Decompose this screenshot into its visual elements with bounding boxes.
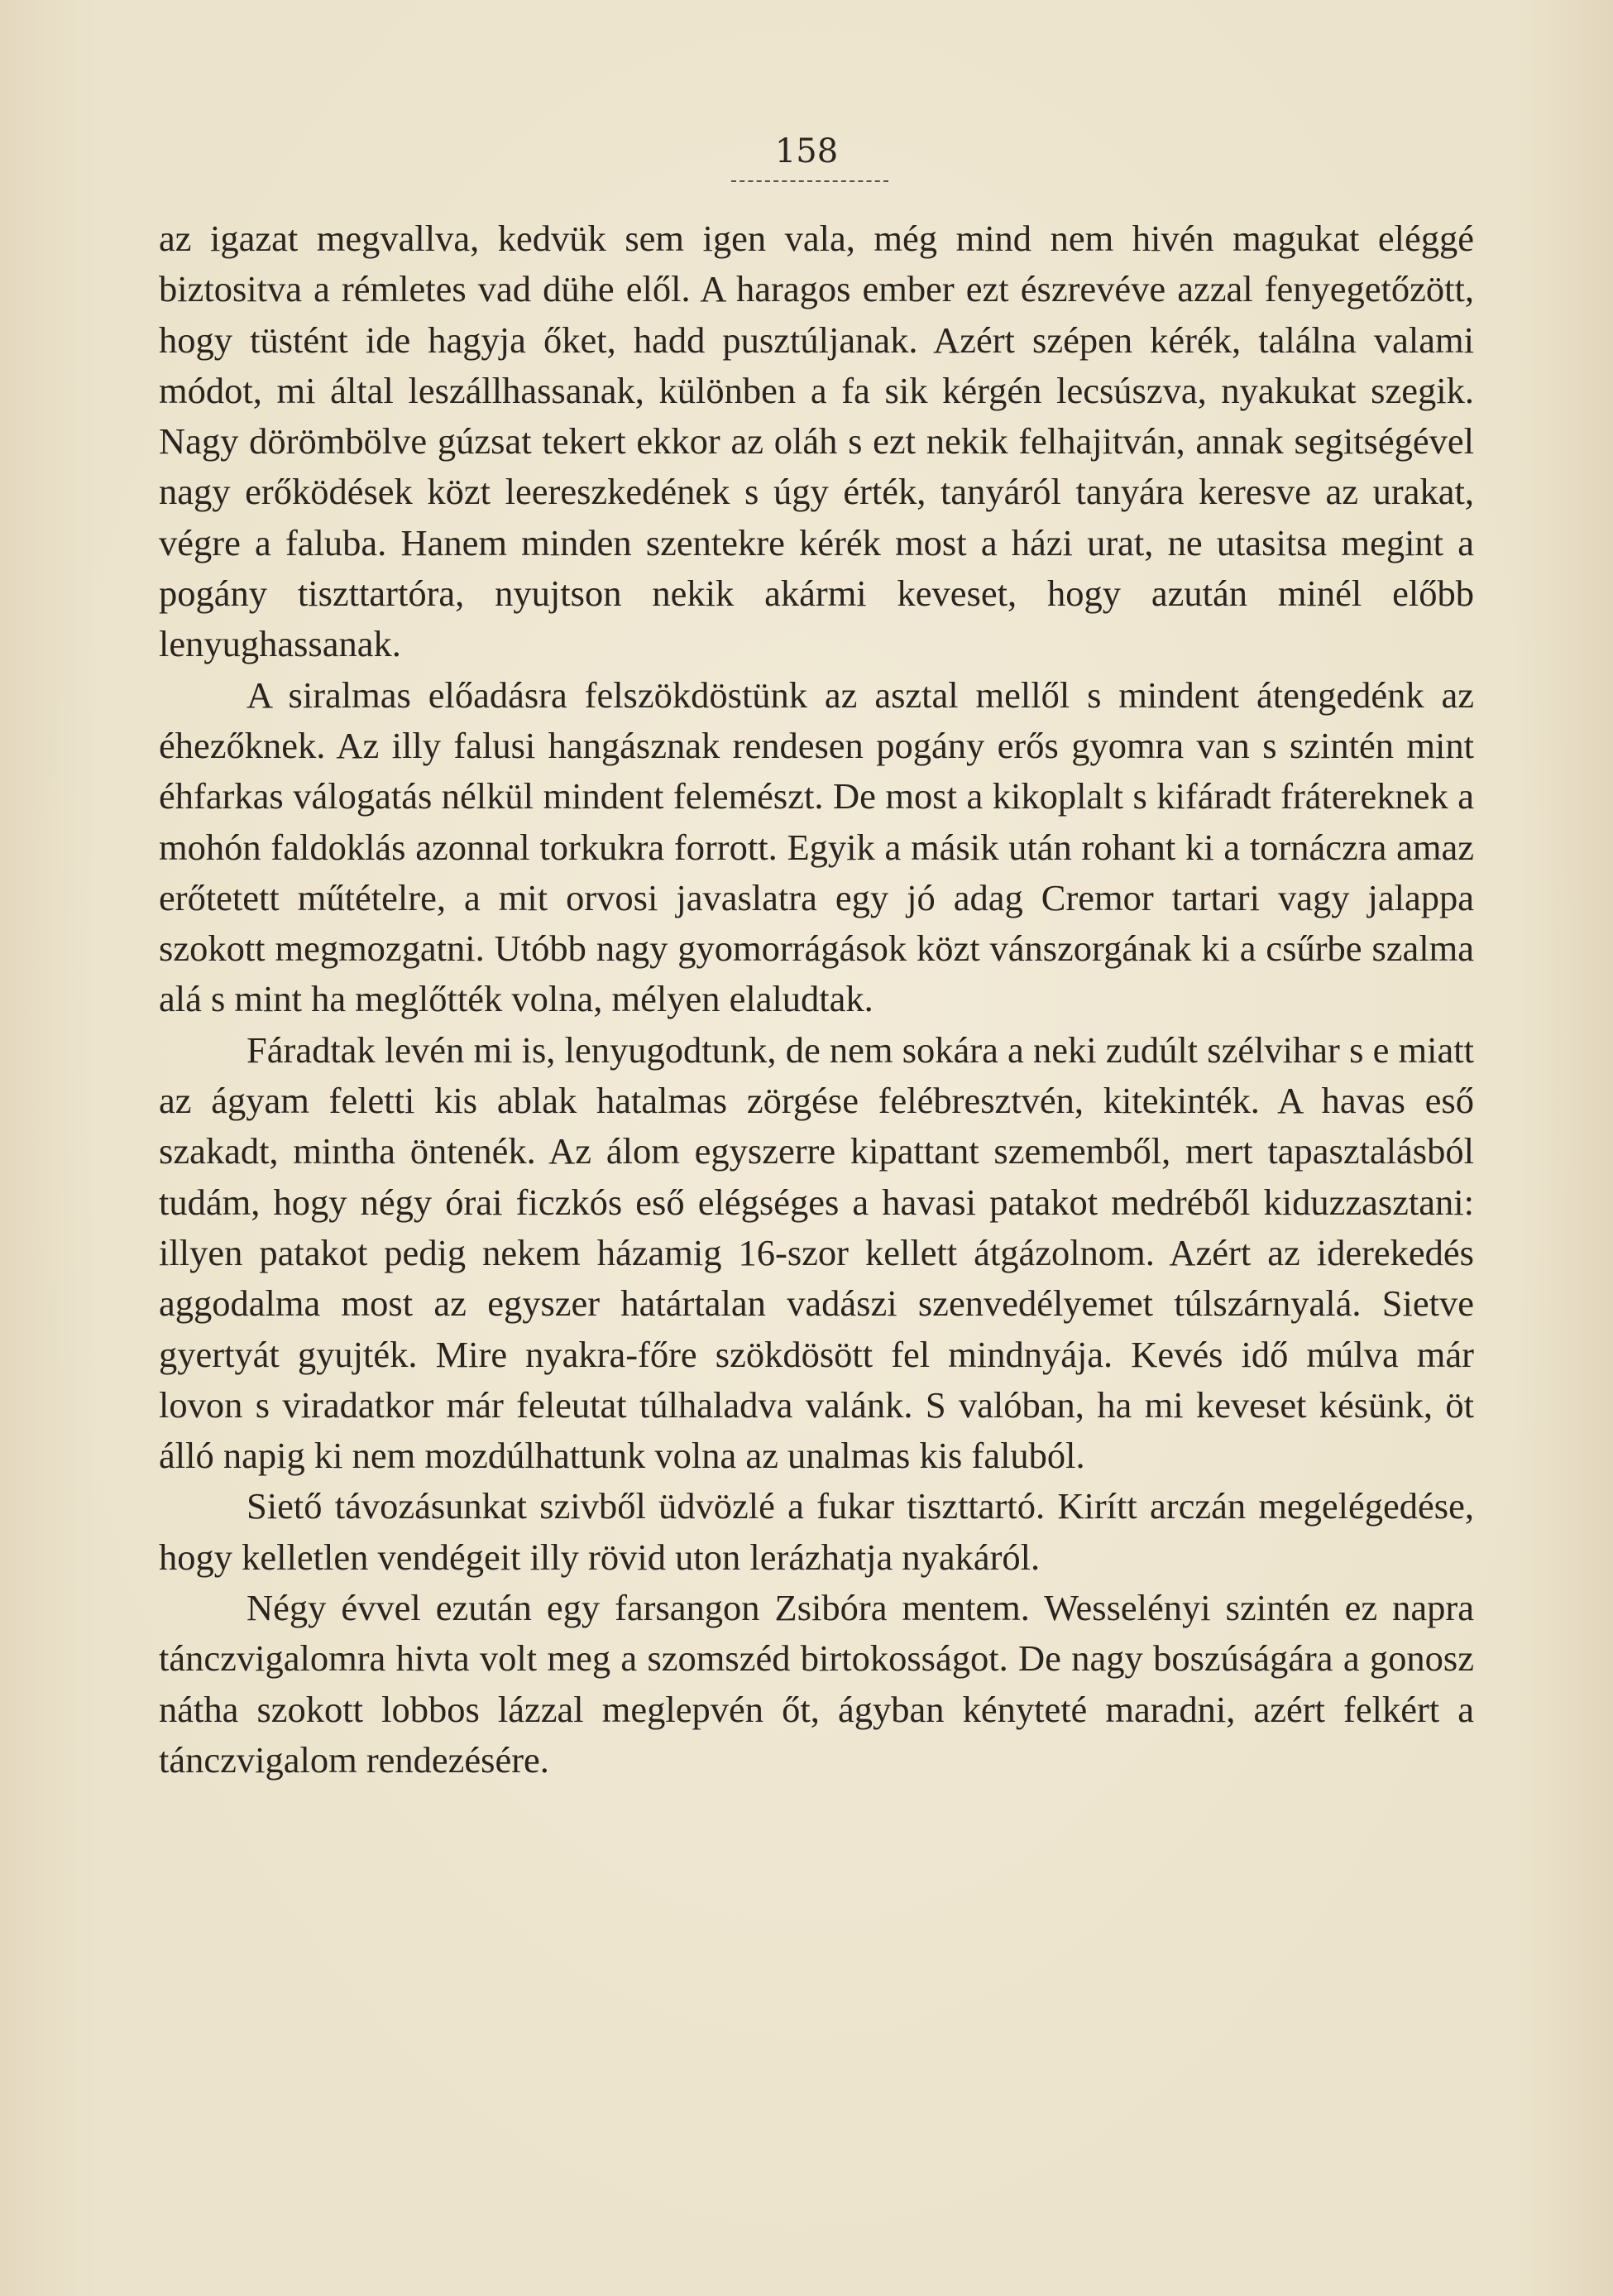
paragraph-5: Négy évvel ezután egy farsangon Zsibóra mentem. Wesselényi szintén ez napra tánczvigalomra hivta volt meg a szomszéd birtokosságot. De nagy boszúságára a gonosz nátha szokott lobbos lázzal meglepvén őt, ágyban kényteté maradni, azért felkért a tánczvigalom rendezésére. <box>159 1587 1474 1781</box>
text-body <box>159 213 1474 1786</box>
page-number: 158 <box>774 132 839 170</box>
paragraph-1: az igazat megvallva, kedvük sem igen vala, még mind nem hivén magukat eléggé biztositva a rémletes vad dühe elől. A haragos ember ezt észrevéve azzal fenyegetőzött, hogy tüstént ide hagyja őket, hadd pusztúljanak. Azért szépen kérék, találna valami módot, mi által leszállhassanak, különben a fa sik kérgén lecsúszva, nyakukat szegik. Nagy dörömbölve gúzsat tekert ekkor az oláh s ezt nekik felhajitván, annak segitségével nagy erőködések közt leereszkedének s úgy érték, tanyáról tanyára keresve az urakat, végre a faluba. Hanem minden szentekre kérék most a házi urat, ne utasitsa megint a pogány tiszttartóra, nyujtson nekik akármi keveset, hogy azután minél előbb lenyughassanak. <box>159 218 1474 665</box>
page-number-rule <box>731 180 888 182</box>
paragraph-3: Fáradtak levén mi is, lenyugodtunk, de nem sokára a neki zudúlt szélvihar s e miatt az ágyam feletti kis ablak hatalmas zörgése felébresztvén, kitekinték. A havas eső szakadt, mintha öntenék. Az álom egyszerre kipattant szememből, mert tapasztalásból tudám, hogy négy órai ficzkós eső elégséges a havasi patakot medréből kiduzzasztani: illyen patakot pedig nekem házamig 16-szor kellett átgázolnom. Azért az iderekedés aggodalma most az egyszer határtalan vadászi szenvedélyemet túlszárnyalá. Sietve gyertyát gyujték. Mire nyakra-főre szökdösött fel mindnyája. Kevés idő múlva már lovon s viradatkor már feleutat túlhaladva valánk. S valóban, ha mi keveset késünk, öt álló napig ki nem mozdúlhattunk volna az unalmas kis faluból. <box>159 1028 1474 1477</box>
paragraph-2: A siralmas előadásra felszökdöstünk az asztal mellől s mindent átengedénk az éhezőknek. Az illy falusi hangásznak rendesen pogány erős gyomra van s szintén mint éhfarkas válogatás nélkül mindent felemészt. De most a kikoplalt s kifáradt frátereknek a mohón faldoklás azonnal torkukra forrott. Egyik a másik után rohant ki a tornáczra amaz erőtetett műtételre, a mit orvosi javaslatra egy jó adag Cremor tartari vagy jalappa szokott megmozgatni. Utóbb nagy gyomorrágások közt vánszorgának ki a csűrbe szalma alá s mint ha meglőtték volna, mélyen elaludtak. <box>159 673 1474 1020</box>
paragraph-4: Siető távozásunkat szivből üdvözlé a fukar tiszttartó. Kirítt arczán megelégedése, hogy kelletlen vendégeit illy rövid uton lerázhatja nyakáról. <box>159 1485 1474 1578</box>
